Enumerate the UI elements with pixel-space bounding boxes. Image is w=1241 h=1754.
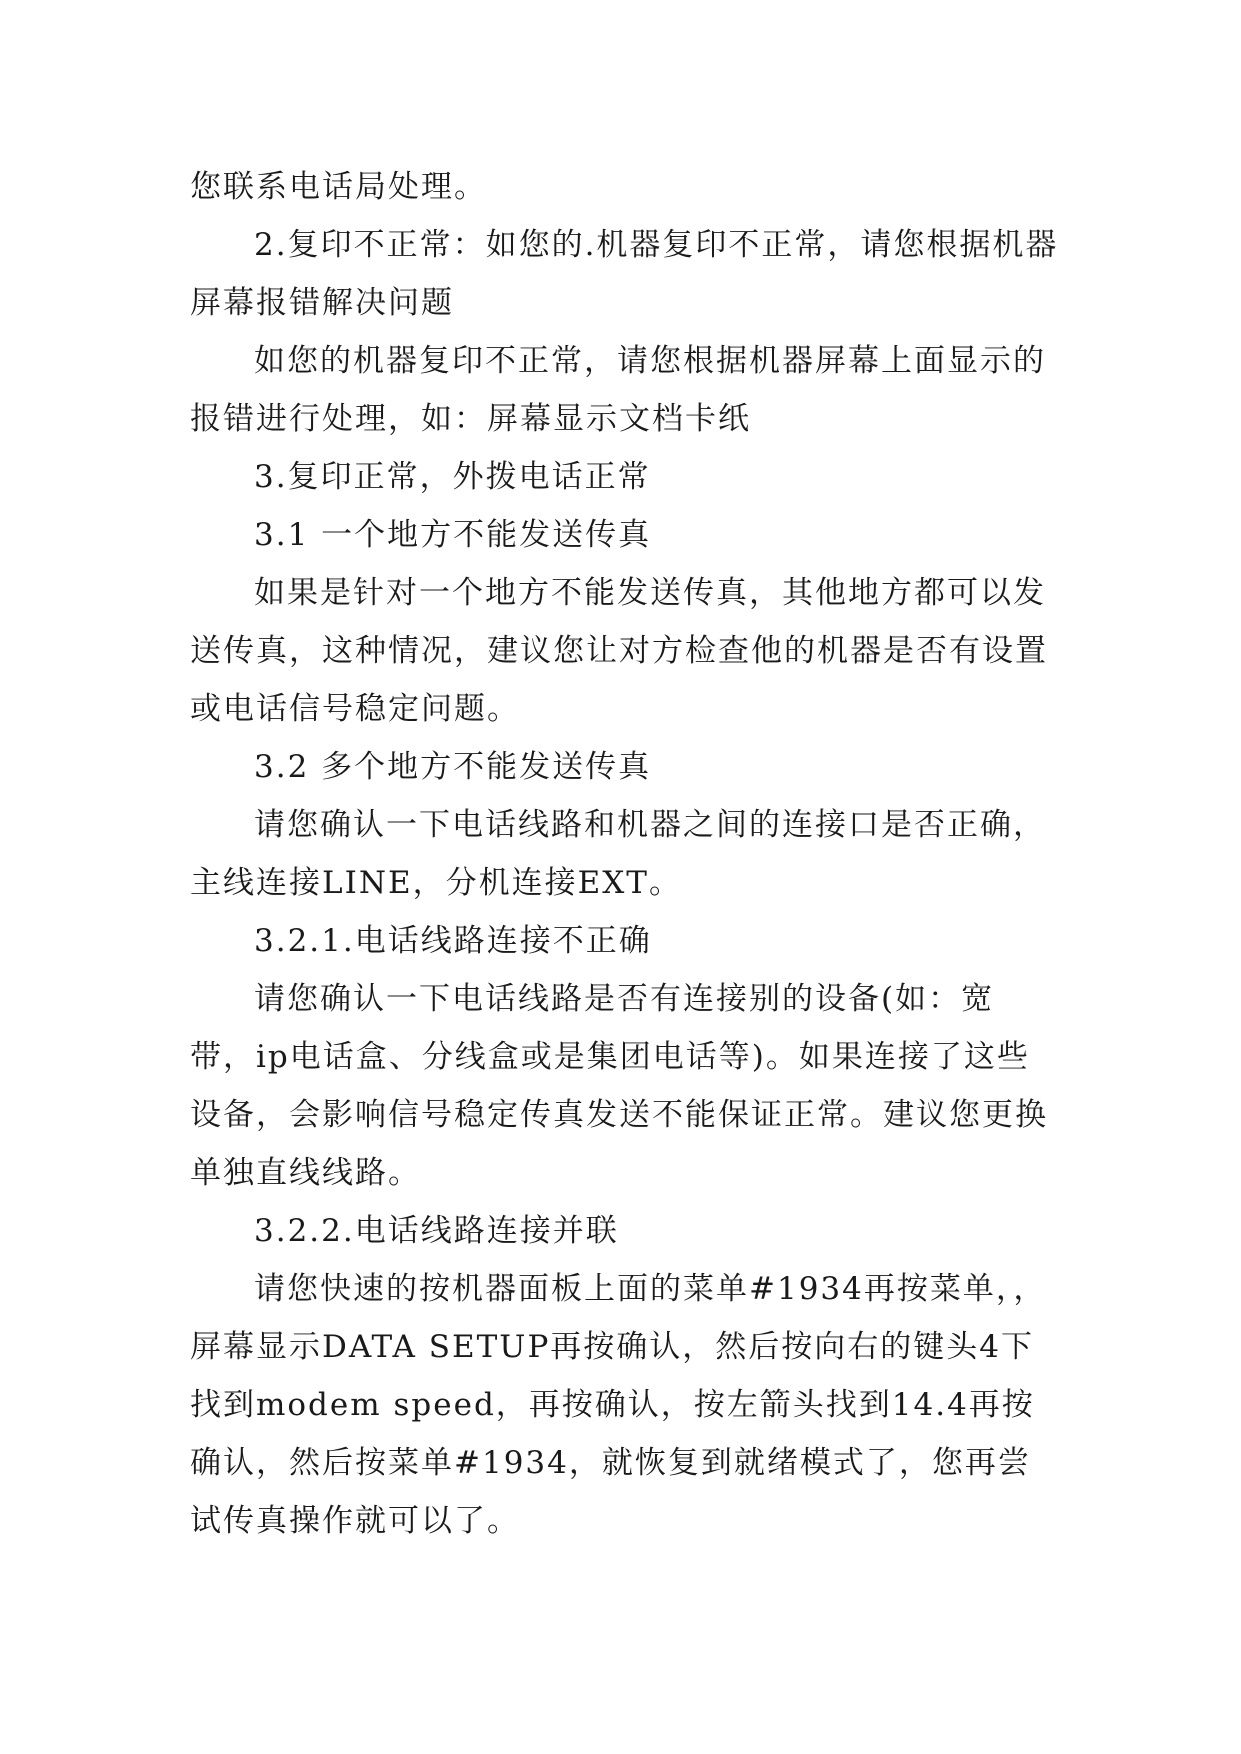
heading-multiple-places: 3.2 多个地方不能发送传真 (254, 749, 652, 785)
document-body (190, 158, 1060, 1550)
paragraph-one-place-body: 如果是针对一个地方不能发送传真，其他地方都可以发送传真，这种情况，建议您让对方检查他的机器是否有设置或电话信号稳定问题。 (190, 575, 1048, 727)
heading-line-incorrect: 3.2.1.电话线路连接不正确 (254, 923, 652, 959)
paragraph-continuation: 您联系电话局处理。 (190, 169, 487, 205)
heading-one-place: 3.1 一个地方不能发送传真 (254, 517, 652, 553)
paragraph-line-parallel-body: 请您快速的按机器面板上面的菜单#1934再按菜单，，屏幕显示DATA SETUP再按确认，然后按向右的键头4下找到modem speed，再按确认，按左箭头找到14.4再按确认，然后按菜单#1934，就恢复到就绪模式了，您再尝试传真操作就可以了。 (190, 1271, 1047, 1539)
heading-copy-normal: 3.复印正常，外拨电话正常 (254, 459, 651, 495)
paragraph-copy-abnormal-heading: 2.复印不正常：如您的.机器复印不正常，请您根据机器屏幕报错解决问题 (190, 227, 1059, 321)
paragraph-multiple-places-body: 请您确认一下电话线路和机器之间的连接口是否正确，主线连接LINE，分机连接EXT。 (190, 807, 1046, 901)
heading-line-parallel: 3.2.2.电话线路连接并联 (254, 1213, 619, 1249)
paragraph-copy-abnormal-body: 如您的机器复印不正常，请您根据机器屏幕上面显示的报错进行处理，如：屏幕显示文档卡纸 (190, 343, 1046, 437)
paragraph-line-incorrect-body: 请您确认一下电话线路是否有连接别的设备(如：宽带，ip电话盒、分线盒或是集团电话等)。如果连接了这些设备，会影响信号稳定传真发送不能保证正常。建议您更换单独直线线路。 (190, 981, 1048, 1191)
